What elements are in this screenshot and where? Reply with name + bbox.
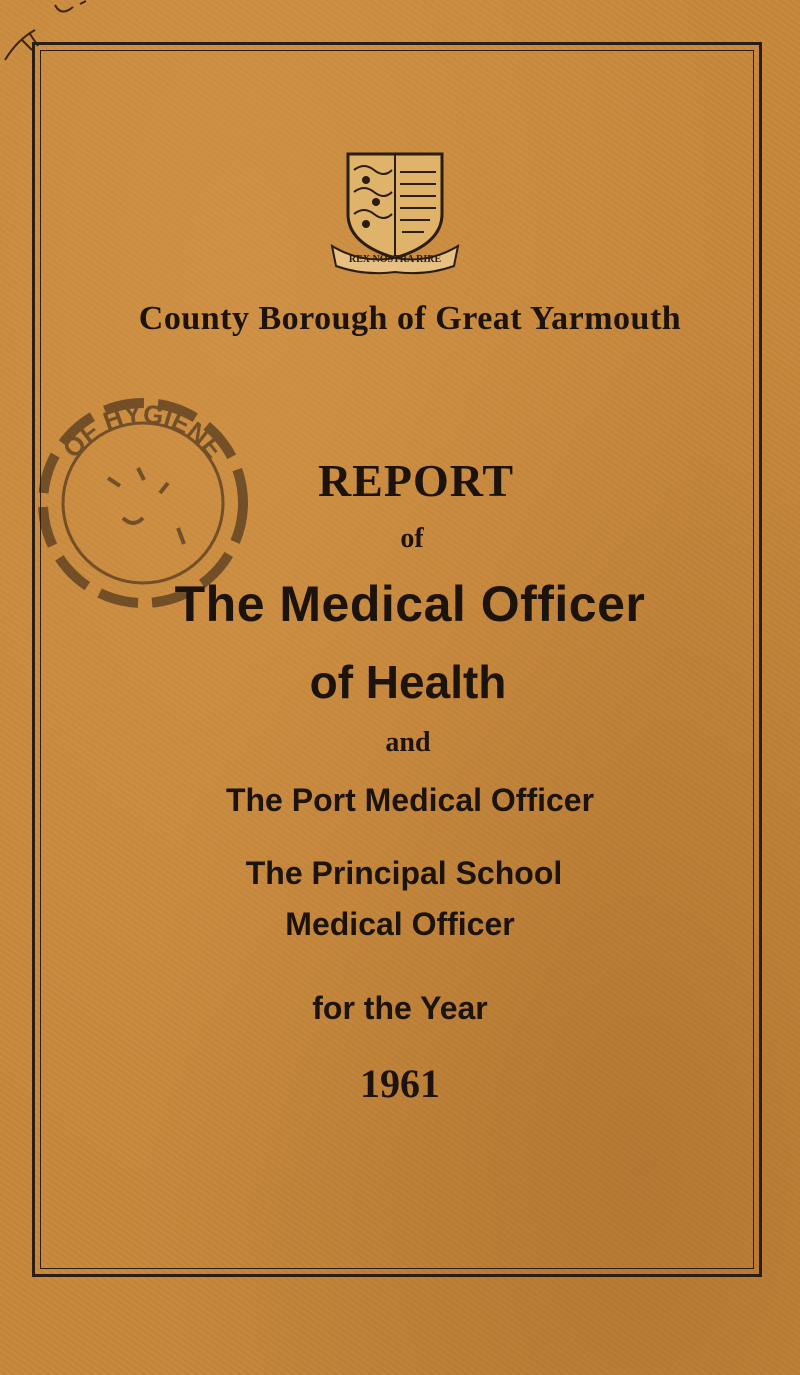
borough-title: County Borough of Great Yarmouth: [138, 300, 682, 337]
crest-motto: REX NOSTRA RIRE: [348, 254, 442, 265]
connector-of: of: [400, 523, 424, 554]
medical-officer-line: The Medical Officer: [174, 576, 646, 632]
report-year: 1961: [360, 1061, 440, 1106]
principal-school-line-2: Medical Officer: [285, 906, 515, 942]
stamp-text: OF HYGIENE: [56, 398, 230, 464]
report-heading: REPORT: [317, 455, 515, 506]
borough-crest-icon: [330, 150, 460, 275]
principal-school-line-1: The Principal School: [245, 855, 563, 891]
connector-and: and: [385, 727, 431, 758]
for-the-year-line: for the Year: [312, 990, 488, 1026]
port-medical-officer-line: The Port Medical Officer: [225, 782, 595, 818]
of-health-line: of Health: [309, 656, 507, 708]
